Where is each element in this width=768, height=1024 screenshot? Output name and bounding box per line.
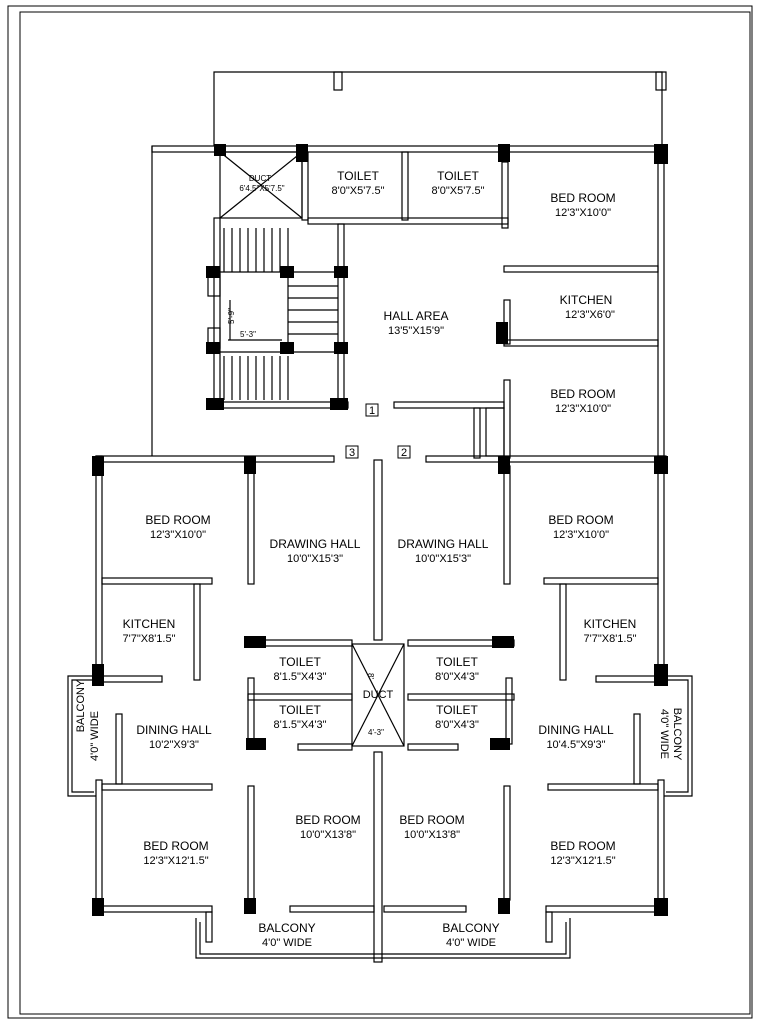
tag-3: 3 — [348, 447, 356, 459]
toilet-mid-r1-size: 8'0"X4'3" — [435, 671, 479, 683]
bed-room-top-1-size: 12'3"X10'0" — [554, 207, 612, 219]
duct-mid-name: DUCT — [362, 689, 394, 701]
kitchen-right-name: KITCHEN — [583, 617, 637, 631]
balcony-left-size: 4'0" WIDE — [89, 710, 101, 762]
kitchen-top-size: 12'3"X6'0" — [565, 309, 615, 321]
dining-hall-left-size: 10'2"X9'3" — [149, 739, 199, 751]
bed-room-right-2-size: 10'0"X13'8" — [403, 829, 461, 841]
bed-room-left-3-name: BED ROOM — [143, 839, 209, 853]
tags — [346, 404, 410, 459]
kitchen-left-name: KITCHEN — [122, 617, 176, 631]
bed-room-left-2-name: BED ROOM — [295, 813, 361, 827]
bed-room-left-1-size: 12'3"X10'0" — [149, 529, 207, 541]
toilet-mid-l2-name: TOILET — [279, 703, 321, 717]
room-labels — [75, 169, 683, 949]
kitchen-left-size: 7'7"X8'1.5" — [122, 633, 176, 645]
dining-hall-right-size: 10'4.5"X9'3" — [546, 739, 606, 751]
bed-room-right-1-size: 12'3"X10'0" — [552, 529, 610, 541]
toilet-mid-r2-size: 8'0"X4'3" — [435, 719, 479, 731]
kitchen-top-name: KITCHEN — [559, 293, 613, 307]
toilet-mid-l1-name: TOILET — [279, 655, 321, 669]
toilet-top-2-size: 8'0"X5'7.5" — [431, 185, 485, 197]
duct-top-name: DUCT — [248, 174, 272, 183]
drawing-hall-right-size: 10'0"X15'3" — [414, 553, 472, 565]
toilet-mid-l2-size: 8'1.5"X4'3" — [273, 719, 327, 731]
toilet-top-2-name: TOILET — [437, 169, 479, 183]
sheet-border-inner — [20, 12, 750, 1014]
stair-dim-horizontal: 5'-3" — [240, 330, 256, 339]
dining-hall-right-name: DINING HALL — [538, 723, 614, 737]
bed-room-left-1-name: BED ROOM — [145, 513, 211, 527]
hall-area-size: 13'5"X15'9" — [387, 325, 445, 337]
toilet-mid-l1-size: 8'1.5"X4'3" — [273, 671, 327, 683]
drawing-hall-right-name: DRAWING HALL — [397, 537, 489, 551]
balcony-bottom-right-size: 4'0" WIDE — [445, 937, 497, 949]
balcony-left-name: BALCONY — [75, 679, 87, 733]
bed-room-right-1-name: BED ROOM — [548, 513, 614, 527]
toilet-top-1-name: TOILET — [337, 169, 379, 183]
bed-room-top-2-size: 12'3"X10'0" — [554, 403, 612, 415]
duct-top-size: 6'4.5"X5'7.5" — [239, 184, 285, 193]
bed-room-right-2-name: BED ROOM — [399, 813, 465, 827]
bed-room-top-2-name: BED ROOM — [550, 387, 616, 401]
toilet-mid-r1-name: TOILET — [436, 655, 478, 669]
tag-2: 2 — [400, 447, 408, 459]
balcony-bottom-left-size: 4'0" WIDE — [261, 937, 313, 949]
toilet-top-1-size: 8'0"X5'7.5" — [331, 185, 385, 197]
drawing-hall-left-name: DRAWING HALL — [269, 537, 361, 551]
drawing-hall-left-size: 10'0"X15'3" — [286, 553, 344, 565]
toilet-mid-r2-name: TOILET — [436, 703, 478, 717]
balcony-right-name: BALCONY — [671, 707, 683, 761]
hall-area-name: HALL AREA — [383, 309, 449, 323]
bed-room-left-2-size: 10'0"X13'8" — [299, 829, 357, 841]
stair-dim-vertical: 5'-9" — [227, 308, 236, 324]
duct-mid-height: 8' — [366, 673, 375, 679]
sheet-border-outer — [8, 6, 752, 1018]
kitchen-right-size: 7'7"X8'1.5" — [583, 633, 637, 645]
bed-room-left-3-size: 12'3"X12'1.5" — [143, 855, 209, 867]
balcony-bottom-left-name: BALCONY — [258, 921, 316, 935]
dining-hall-left-name: DINING HALL — [136, 723, 212, 737]
bed-room-right-3-size: 12'3"X12'1.5" — [550, 855, 616, 867]
tag-1: 1 — [368, 405, 376, 417]
bed-room-right-3-name: BED ROOM — [550, 839, 616, 853]
balcony-right-size: 4'0" WIDE — [658, 708, 670, 760]
bed-room-top-1-name: BED ROOM — [550, 191, 616, 205]
duct-mid-width: 4'-3" — [368, 728, 384, 737]
balcony-bottom-right-name: BALCONY — [442, 921, 500, 935]
